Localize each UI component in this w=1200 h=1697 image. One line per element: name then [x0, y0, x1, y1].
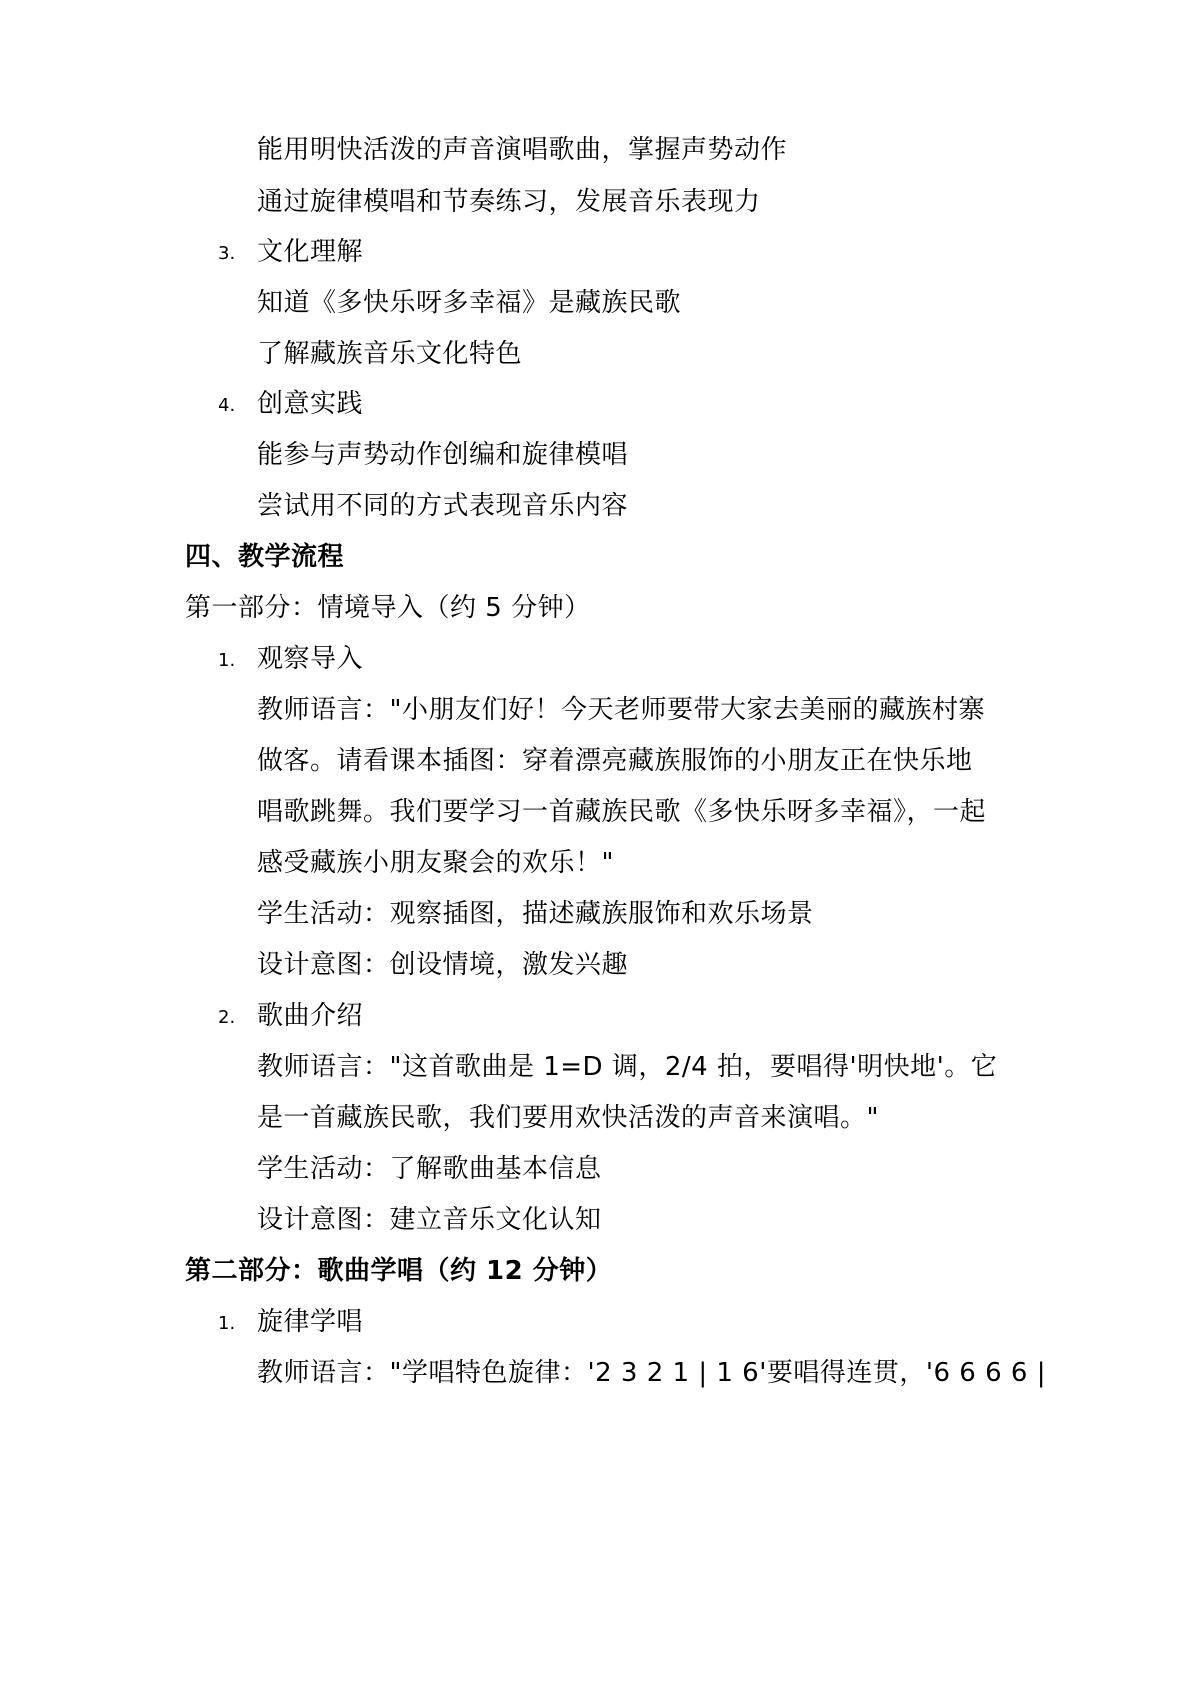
student-activity: 学生活动：观察插图，描述藏族服饰和欢乐场景: [257, 899, 814, 929]
goal-point: 能参与声势动作创编和旋律模唱: [257, 440, 629, 470]
list-item-title: 创意实践: [257, 389, 364, 419]
goal-point: 了解藏族音乐文化特色: [257, 339, 523, 369]
list-number: 1.: [218, 650, 236, 671]
step-title: 旋律学唱: [257, 1307, 364, 1337]
part-title: 第一部分：情境导入（约 5 分钟）: [185, 593, 591, 623]
goal-point: 尝试用不同的方式表现音乐内容: [257, 491, 629, 521]
list-item-title: 文化理解: [257, 237, 364, 267]
design-intent: 设计意图：创设情境，激发兴趣: [257, 950, 629, 980]
goal-line: 能用明快活泼的声音演唱歌曲，掌握声势动作: [257, 135, 788, 165]
list-number: 1.: [218, 1313, 236, 1334]
teacher-speech-line: 感受藏族小朋友聚会的欢乐！": [257, 848, 614, 878]
teacher-speech-line: 教师语言："小朋友们好！今天老师要带大家去美丽的藏族村寨: [257, 695, 985, 725]
teacher-speech-line: 唱歌跳舞。我们要学习一首藏族民歌《多快乐呀多幸福》，一起: [257, 797, 987, 827]
list-number: 3.: [218, 243, 236, 264]
list-number: 4.: [218, 395, 236, 416]
teacher-speech-line: 是一首藏族民歌，我们要用欢快活泼的声音来演唱。": [257, 1103, 879, 1133]
student-activity: 学生活动：了解歌曲基本信息: [257, 1154, 602, 1184]
teacher-speech-line: 教师语言："学唱特色旋律：'2 3 2 1 | 1 6'要唱得连贯，'6 6 6 6 |: [257, 1358, 1046, 1388]
part-title: 第二部分：歌曲学唱（约 12 分钟）: [185, 1256, 613, 1286]
teacher-speech-line: 做客。请看课本插图：穿着漂亮藏族服饰的小朋友正在快乐地: [257, 746, 973, 776]
step-title: 歌曲介绍: [257, 1001, 364, 1031]
section-heading: 四、教学流程: [185, 542, 345, 572]
step-title: 观察导入: [257, 644, 364, 674]
teacher-speech-line: 教师语言："这首歌曲是 1=D 调，2/4 拍，要唱得'明快地'。它: [257, 1052, 998, 1082]
design-intent: 设计意图：建立音乐文化认知: [257, 1205, 602, 1235]
goal-point: 知道《多快乐呀多幸福》是藏族民歌: [257, 288, 682, 318]
goal-line: 通过旋律模唱和节奏练习，发展音乐表现力: [257, 187, 761, 217]
list-number: 2.: [218, 1007, 236, 1028]
